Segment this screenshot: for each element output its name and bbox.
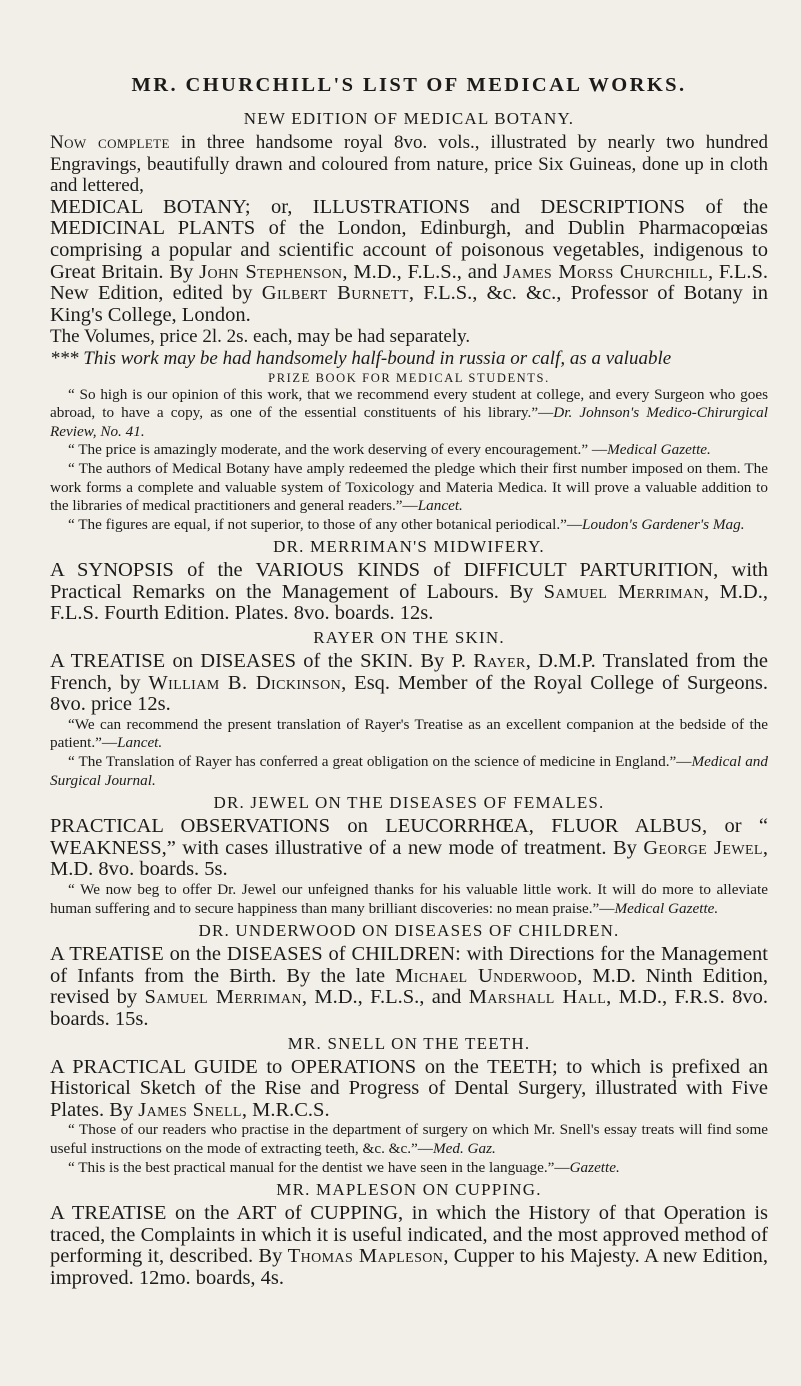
females-title — [50, 816, 768, 881]
botany-title-mid-2: , F.L.S. New Edition, edited by — [50, 260, 768, 305]
skin-quote-1-text: “We can recommend the present translation of Rayer's Treatise as an excellent companion at the bedside of the patient.”— — [50, 715, 768, 752]
skin-title — [50, 651, 768, 716]
botany-title — [50, 197, 768, 327]
teeth-title-text: A PRACTICAL GUIDE to OPERATIONS on the TEETH; to which is prefixed an Historical Sketch of the Rise and Progress of Dental Surgery, illustrated with Five Plates. By — [50, 1055, 768, 1121]
botany-quote-4-text: “ The figures are equal, if not superior, to those of any other botanical periodical.”— — [68, 515, 583, 533]
teeth-quote-2-text: “ This is the best practical manual for the dentist we have seen in the language.”— — [68, 1158, 570, 1176]
entry-cupping — [50, 1203, 768, 1289]
section-heading-females: DR. JEWEL ON THE DISEASES OF FEMALES. — [213, 793, 605, 813]
cupping-title — [50, 1203, 768, 1289]
midwifery-title-text: A SYNOPSIS of the VARIOUS KINDS of DIFFICULT PARTURITION, with Practical Remarks on the Management of Labours. By — [50, 559, 768, 603]
botany-intro-lead: Now complete — [50, 132, 170, 153]
botany-quote-1-source: Dr. Johnson's Medico-Chirurgical Review, No. 41. — [50, 404, 768, 440]
section-heading-cupping: MR. MAPLESON ON CUPPING. — [276, 1180, 542, 1200]
females-quote-1-source: Medical Gazette. — [614, 899, 719, 917]
females-title-end: , M.D. 8vo. boards. 5s. — [50, 836, 768, 881]
cupping-title-end: , Cupper to his Majesty. A new Edition, improved. 12mo. boards, 4s. — [50, 1245, 768, 1289]
botany-quote-3-text: “ The authors of Medical Botany have amply redeemed the pledge which their first number imposed on them. The work forms a complete and valuable system of Toxicology and Materia Medica. It will prove a valuable addition to the libraries of medical practitioners and general readers.”— — [50, 459, 768, 515]
teeth-title — [50, 1057, 768, 1122]
skin-title-end: , Esq. Member of the Royal College of Surgeons. 8vo. price 12s. — [50, 671, 769, 716]
botany-quote-2 — [50, 441, 768, 460]
skin-quote-2-text: “ The Translation of Rayer has conferred a great obligation on the science of medicine in England.”— — [68, 753, 692, 771]
botany-quote-2-text: “ The price is amazingly moderate, and the work deserving of every encouragement.” — — [68, 441, 608, 459]
children-author: Michael Underwood — [395, 964, 578, 987]
botany-quote-4 — [50, 516, 768, 535]
teeth-author: James Snell — [138, 1098, 242, 1121]
section-heading-children: DR. UNDERWOOD ON DISEASES OF CHILDREN. — [198, 921, 620, 941]
skin-translator: William B. Dickinson — [148, 671, 342, 694]
skin-title-text: A TREATISE on DISEASES of the SKIN. By P. — [50, 650, 474, 673]
teeth-quote-2 — [50, 1159, 768, 1178]
midwifery-title — [50, 560, 768, 625]
botany-quote-1 — [50, 386, 768, 442]
botany-volumes-note: The Volumes, price 2l. 2s. each, may be had separately. — [50, 326, 471, 348]
cupping-author: Thomas Mapleson — [287, 1245, 444, 1268]
botany-author-3: Gilbert Burnett — [261, 282, 409, 305]
children-title-mid-2: , M.D., F.L.S., and — [301, 986, 469, 1009]
skin-quote-1 — [50, 716, 768, 753]
females-quote-1-text: “ We now beg to offer Dr. Jewel our unfeigned thanks for his valuable little work. It will do more to alleviate human suffering and to secure happiness than many brilliant discoveries: no mean praise.”— — [50, 881, 768, 917]
teeth-quote-1-source: Med. Gaz. — [432, 1139, 496, 1157]
botany-quote-3 — [50, 460, 768, 516]
entry-teeth — [50, 1057, 768, 1178]
botany-title-mid: , M.D., F.L.S., and — [342, 260, 504, 283]
skin-author: Rayer — [473, 650, 526, 673]
children-title-end: , M.D., F.R.S. 8vo. boards. 15s. — [50, 986, 768, 1030]
botany-author-2: James Morss Churchill — [503, 260, 708, 283]
botany-title-end: , F.L.S., &c. &c., Professor of Botany in King's College, London. — [50, 282, 768, 326]
section-heading-botany: NEW EDITION OF MEDICAL BOTANY. — [243, 109, 575, 128]
children-title-mid: , M.D. Ninth Edition, revised by — [50, 964, 768, 1009]
botany-author-1: John Stephenson — [199, 260, 343, 283]
running-head: MR. CHURCHILL'S LIST OF MEDICAL WORKS. — [131, 74, 687, 96]
females-author: George Jewel — [643, 836, 763, 859]
section-heading-midwifery: DR. MERRIMAN'S MIDWIFERY. — [273, 537, 545, 557]
botany-quote-2-source: Medical Gazette. — [607, 441, 711, 459]
teeth-quote-1-text: “ Those of our readers who practise in the department of surgery on which Mr. Snell's essay treats will find some useful instructions on the mode of extracting teeth, &c. &c.”— — [50, 1121, 768, 1157]
skin-quote-2 — [50, 753, 768, 790]
botany-intro-rest: in three handsome royal 8vo. vols., illustrated by nearly two hundred Engravings, beautifully drawn and coloured from nature, price Six Guineas, done up in cloth and lettered, — [50, 132, 768, 197]
teeth-title-end: , M.R.C.S. — [241, 1098, 330, 1121]
botany-quote-4-source: Loudon's Gardener's Mag. — [582, 515, 745, 533]
botany-prize-line: PRIZE BOOK FOR MEDICAL STUDENTS. — [268, 370, 550, 385]
entry-children — [50, 944, 768, 1030]
botany-binding-note: *** This work may be had handsomely half-bound in russia or calf, as a valuable — [50, 347, 672, 369]
entry-botany — [50, 132, 768, 534]
botany-quote-3-source: Lancet. — [417, 497, 463, 515]
females-quote-1 — [50, 881, 768, 918]
section-heading-teeth: MR. SNELL ON THE TEETH. — [287, 1033, 531, 1053]
teeth-quote-2-source: Gazette. — [569, 1158, 620, 1176]
entry-midwifery — [50, 560, 768, 625]
section-heading-skin: RAYER ON THE SKIN. — [313, 628, 505, 648]
children-editor-2: Marshall Hall — [468, 986, 607, 1009]
botany-intro — [50, 132, 768, 197]
skin-quote-2-source: Medical and Surgical Journal. — [50, 753, 768, 789]
cupping-title-text: A TREATISE on the ART of CUPPING, in which the History of that Operation is traced, the Complaints in which it is useful indicated, and the most approved method of performing it, described. By — [50, 1202, 768, 1268]
botany-title-text: MEDICAL BOTANY; or, ILLUSTRATIONS and DESCRIPTIONS of the MEDICINAL PLANTS of the London, Edinburgh, and Dublin Pharmacopœias comprising a popular and scientific account of poisonous vegetables, indigenous to Great Britain. By — [50, 195, 768, 283]
midwifery-title-end: , M.D., F.L.S. Fourth Edition. Plates. 8vo. boards. 12s. — [50, 580, 768, 625]
teeth-quote-1 — [50, 1121, 768, 1158]
children-editor-1: Samuel Merriman — [144, 986, 302, 1009]
children-title-text: A TREATISE on the DISEASES of CHILDREN: with Directions for the Management of Infants from the Birth. By the late — [50, 943, 768, 987]
entry-females — [50, 816, 768, 918]
children-title — [50, 944, 768, 1030]
botany-quote-1-text: “ So high is our opinion of this work, that we recommend every student at college, and every Surgeon who goes abroad, to have a copy, as one of the essential constituents of his library.”— — [50, 385, 768, 422]
skin-title-mid: , D.M.P. Translated from the French, by — [50, 650, 768, 694]
skin-quote-1-source: Lancet. — [117, 734, 163, 752]
females-title-text: PRACTICAL OBSERVATIONS on LEUCORRHŒA, FLUOR ALBUS, or “ WEAKNESS,” with cases illustrative of a new mode of treatment. By — [50, 815, 768, 859]
entry-skin — [50, 651, 768, 790]
midwifery-author: Samuel Merriman — [543, 580, 705, 603]
